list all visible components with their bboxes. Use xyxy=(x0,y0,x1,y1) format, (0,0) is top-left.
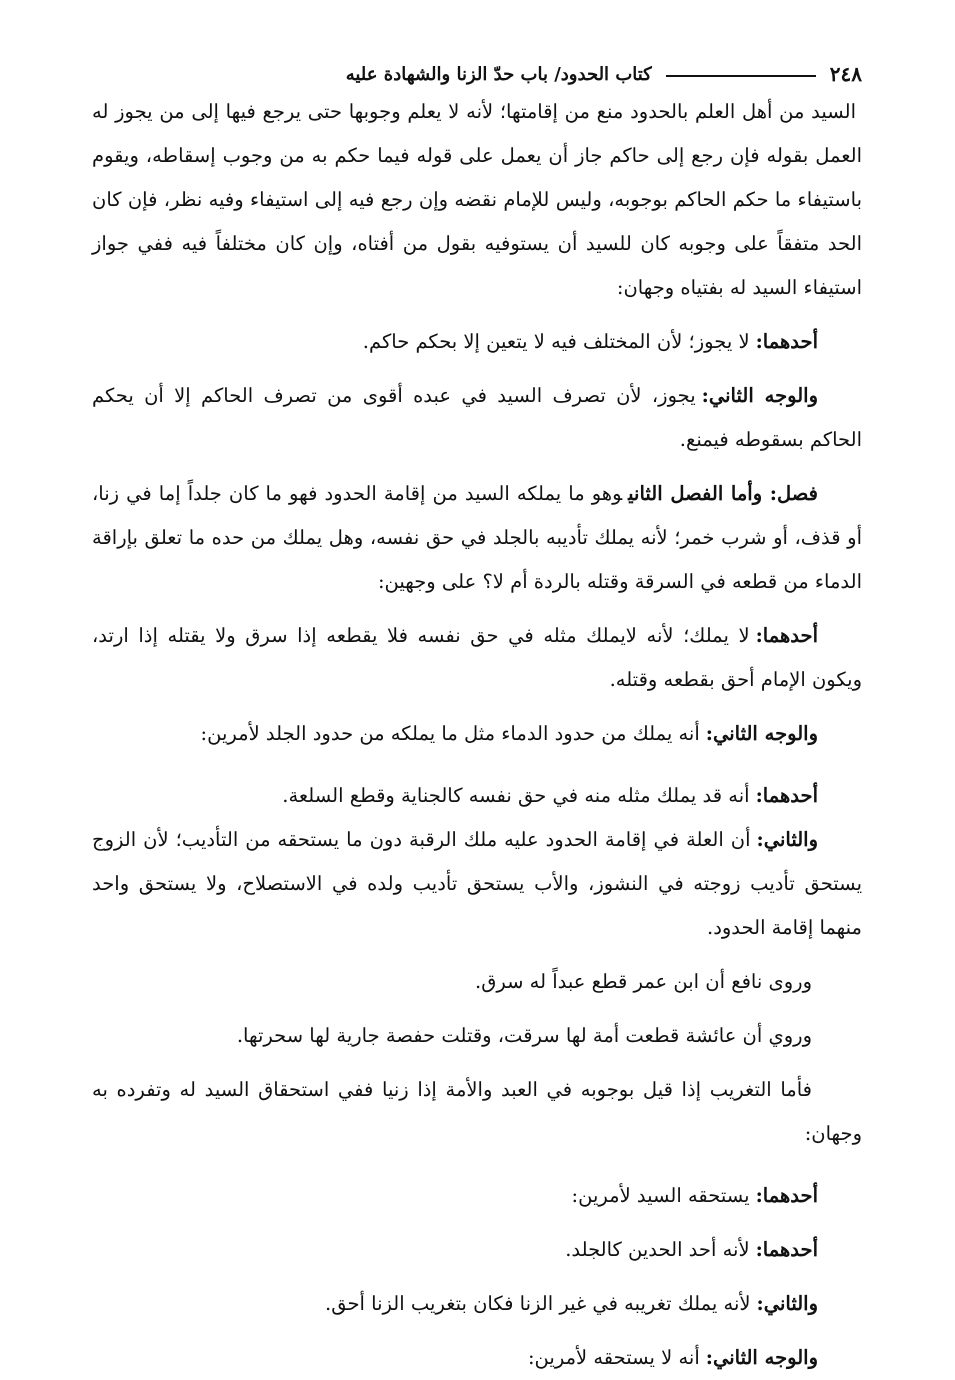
paragraph-lead: والثاني: xyxy=(756,828,818,851)
paragraph-lead: أحدهما: xyxy=(755,1184,818,1207)
paragraph xyxy=(92,1336,862,1380)
paragraph-text: أنه قد يملك مثله منه في حق نفسه كالجناية وقطع السلعة. xyxy=(282,784,750,807)
paragraph-lead: والوجه الثاني: xyxy=(705,722,818,745)
paragraph-text: أنه يملك من حدود الدماء مثل ما يملكه من حدود الجلد لأمرين: xyxy=(200,722,700,745)
paragraph-text: يستحقه السيد لأمرين: xyxy=(571,1184,750,1207)
paragraph xyxy=(92,374,862,462)
paragraph-lead: أحدهما: xyxy=(755,784,818,807)
paragraph-lead: فصل: وأما الفصل الثاني xyxy=(628,482,818,505)
page-number: ٢٤٨ xyxy=(829,62,862,86)
paragraph-text: لا يجوز؛ لأن المختلف فيه لا يتعين إلا بحكم حاكم. xyxy=(362,330,750,353)
paragraph-lead: أحدهما: xyxy=(755,330,818,353)
paragraph-text: لا يملك؛ لأنه لايملك مثله في حق نفسه فلا يقطعه إذا سرق ولا يقتله إذا ارتد، ويكون الإمام أحق بقطعه وقتله. xyxy=(92,624,862,691)
paragraph xyxy=(92,1282,862,1326)
paragraph-text: لأنه يملك تغريبه في غير الزنا فكان بتغريب الزنا أحق. xyxy=(325,1292,751,1315)
paragraph-text: وروي أن عائشة قطعت أمة لها سرقت، وقتلت حفصة جارية لها سحرتها. xyxy=(236,1024,812,1047)
paragraph xyxy=(92,1014,862,1058)
paragraph-text: فأما التغريب إذا قيل بوجوبه في العبد والأمة إذا زنيا ففي استحقاق السيد له وتفرده به وجهان: xyxy=(92,1078,862,1145)
paragraph xyxy=(92,960,862,1004)
page-body xyxy=(92,90,862,1380)
paragraph-text: يجوز، لأن تصرف السيد في عبده أقوى من تصرف الحاكم إلا أن يحكم الحاكم بسقوطه فيمنع. xyxy=(92,384,862,451)
paragraph xyxy=(92,614,862,702)
running-title: كتاب الحدود/ باب حدّ الزنا والشهادة عليه xyxy=(345,63,652,85)
paragraph-text: السيد من أهل العلم بالحدود منع من إقامتها؛ لأنه لا يعلم وجوبها حتى يرجع فيها إلى من يجوز له العمل بقوله فإن رجع إلى حاكم جاز أن يعمل على قوله فيما حكم به من وجوب إسقاطه، ويقوم باستيفاء ما حكم الحاكم بوجوبه، وليس للإمام نقضه وإن رجع فيه إلى استيفاء وفيه نظر، فإن كان الحد متفقاً على وجوبه كان للسيد أن يستوفيه بقول من أفتاه، وإن كان مختلفاً فيه ففي جواز استيفاء السيد له بفتياه وجهان: xyxy=(92,100,862,299)
paragraph-text: أنه لا يستحقه لأمرين: xyxy=(527,1346,700,1369)
paragraph-lead: والوجه الثاني: xyxy=(701,384,819,407)
paragraph-lead: أحدهما: xyxy=(755,624,818,647)
paragraph-text: لأنه أحد الحدين كالجلد. xyxy=(565,1238,750,1261)
paragraph xyxy=(92,774,862,818)
paragraph xyxy=(92,712,862,756)
paragraph-text: أن العلة في إقامة الحدود عليه ملك الرقبة دون ما يستحقه من التأديب؛ لأن الزوج يستحق تأديب زوجته في النشوز، والأب يستحق تأديب ولده في الاستصلاح، ولا يستحق واحد منهما إقامة الحدود. xyxy=(92,828,862,939)
paragraph xyxy=(92,90,862,310)
paragraph-lead: والثاني: xyxy=(756,1292,818,1315)
header-rule xyxy=(666,75,816,77)
paragraph xyxy=(92,1068,862,1156)
page-header xyxy=(92,56,862,92)
paragraph-text: وروى نافع أن ابن عمر قطع عبداً له سرق. xyxy=(475,970,812,993)
paragraph xyxy=(92,1228,862,1272)
paragraph xyxy=(92,1174,862,1218)
paragraph-lead: والوجه الثاني: xyxy=(705,1346,818,1369)
paragraph-lead: أحدهما: xyxy=(755,1238,818,1261)
paragraph-text: وهو ما يملكه السيد من إقامة الحدود فهو ما كان جلداً إما في زنا، أو قذف، أو شرب خمر؛ لأنه يملك تأديبه بالجلد في حق نفسه، وهل يملك من حده ما تعلق بإراقة الدماء من قطعه في السرقة وقتله بالردة أم لا؟ على وجهين: xyxy=(92,482,862,593)
paragraph xyxy=(92,818,862,950)
paragraph xyxy=(92,320,862,364)
paragraph xyxy=(92,472,862,604)
